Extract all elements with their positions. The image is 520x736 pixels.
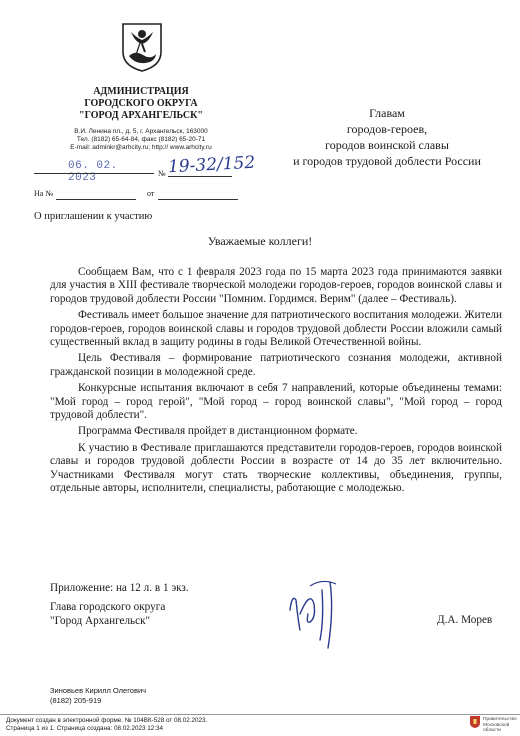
reference-date-line xyxy=(158,199,238,200)
body-paragraph: Программа Фестиваля пройдет в дистанционном формате. xyxy=(78,425,358,438)
letter-subject: О приглашении к участию xyxy=(34,211,153,222)
government-label: Правительство Московской области xyxy=(483,717,517,733)
body-paragraph: Конкурсные испытания включают в себя 7 направлений, которые объединены темами: "Мой город – город герой", "Мой город – город воинской славы", "Мой город – город трудовой доблести". xyxy=(50,382,502,422)
attachment-note: Приложение: на 12 л. в 1 экз. xyxy=(50,582,189,594)
body-paragraph: Сообщаем Вам, что с 1 февраля 2023 года по 15 марта 2023 года принимаются заявки для участия в XIII фестивале творческой молодежи городов-героев, городов воинской славы и городов трудовой доблести России "Помним. Гордимся. Верим" (далее – Фестиваль). xyxy=(50,266,502,305)
registration-number-line xyxy=(168,176,232,177)
organization-contacts: В.И. Ленина пл., д. 5, г. Архангельск, 163000 Тел. (8182) 65-64-84, факс (8182) 65-20-71 E-mail: adminkr@arhcity.ru; http:// www.arhcity.ru xyxy=(70,128,212,151)
signatory-name: Д.А. Морев xyxy=(437,614,493,626)
executor-info: Зиновьев Кирилл Олегович (8182) 205-919 xyxy=(50,686,147,705)
registration-date-line xyxy=(34,173,154,174)
body-paragraph: Фестиваль имеет большое значение для патриотического воспитания молодежи. Жители городов-героев, городов воинской славы и городов трудовой доблести России вложили самый существенный вклад в защиту родины в годы Великой Отечественной войны. xyxy=(50,309,502,349)
city-coat-of-arms-icon xyxy=(121,22,163,72)
body-paragraph: К участию в Фестивале приглашаются представители городов-героев, городов воинской славы и городов трудовой доблести России в возрасте от 14 до 35 лет включительно. Участниками Фестиваля могут стать творческие коллективы, объединения, группы, отдельные авторы, исполнители, специалисты, работающие с молодежью. xyxy=(50,441,502,495)
signatory-position: Глава городского округа "Город Архангельск" xyxy=(50,601,166,627)
electronic-document-footer: Документ создан в электронной форме. № 104ВК-528 от 08.02.2023. Страница 1 из 1. Страница создана: 08.02.2023 12:34 xyxy=(6,717,208,732)
greeting: Уважаемые коллеги! xyxy=(207,234,313,248)
reference-date-label: от xyxy=(147,189,155,198)
registration-date-stamp: 06. 02. 2023 xyxy=(68,160,118,184)
handwritten-signature xyxy=(270,570,380,650)
body-paragraph: Цель Фестиваля – формирование патриотического сознания молодежи, активной гражданской позиции в молодежной среде. xyxy=(50,352,502,378)
moscow-region-emblem-icon xyxy=(470,716,480,728)
reference-number-line xyxy=(56,199,136,200)
registration-number-label: № xyxy=(158,169,166,178)
addressee-block: Главам городов-героев, городов воинской славы и городов трудовой доблести России xyxy=(293,106,481,168)
footer-divider xyxy=(0,714,520,715)
letter-body xyxy=(50,266,502,496)
reference-number-label: На № xyxy=(34,189,53,198)
organization-name: АДМИНИСТРАЦИЯ ГОРОДСКОГО ОКРУГА "ГОРОД АРХАНГЕЛЬСК" xyxy=(79,86,203,121)
registration-number: 19-32/152 xyxy=(167,152,256,178)
